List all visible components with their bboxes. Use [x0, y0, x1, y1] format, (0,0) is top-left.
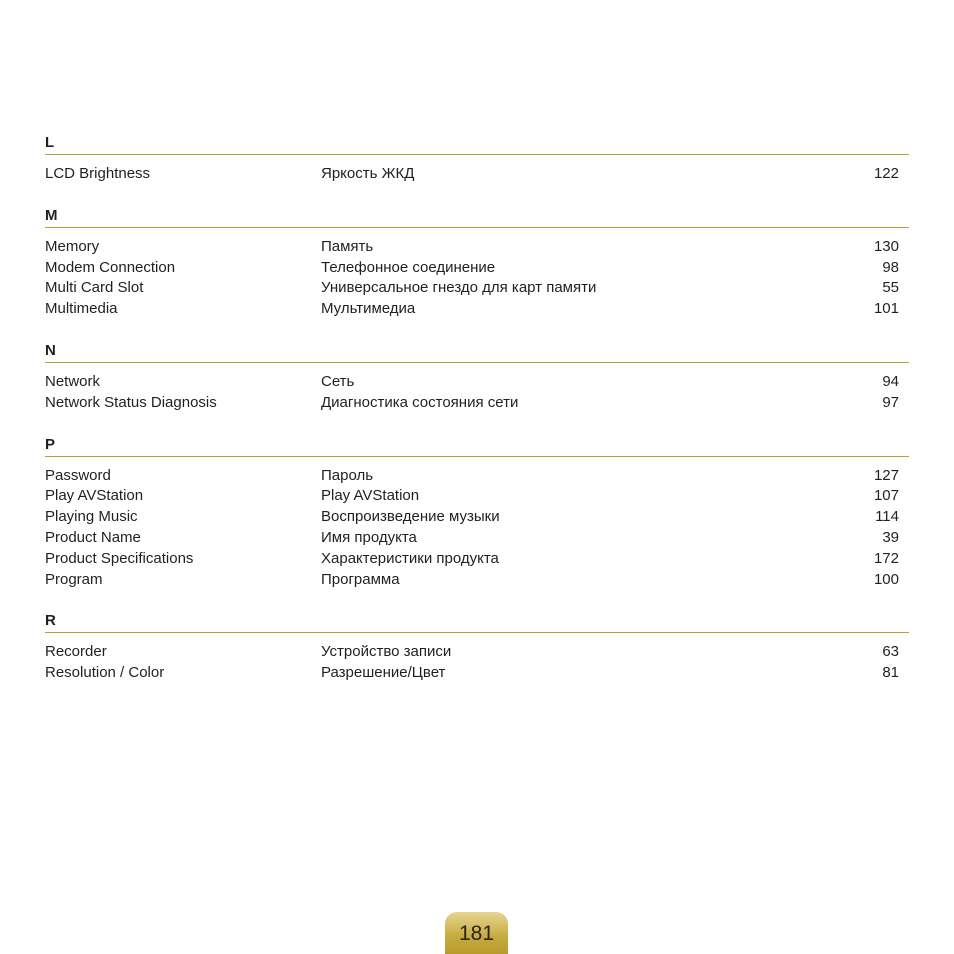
section-letter: M	[45, 206, 58, 224]
index-section-p	[45, 435, 909, 591]
entry-term-ru: Программа	[321, 570, 400, 588]
page-number-badge	[445, 912, 508, 954]
index-entry	[45, 528, 909, 549]
entry-term-ru: Разрешение/Цвет	[321, 664, 446, 682]
index-entry	[45, 486, 909, 507]
entry-page: 114	[875, 508, 899, 526]
entry-term-ru: Яркость ЖКД	[321, 165, 415, 182]
entry-term-en: Program	[45, 570, 103, 588]
index-list	[45, 133, 909, 705]
index-entry	[45, 570, 909, 591]
entry-page: 97	[882, 393, 899, 411]
index-entry	[45, 278, 909, 299]
index-entry	[45, 549, 909, 570]
index-entry	[45, 393, 909, 414]
section-letter: R	[45, 612, 56, 630]
index-entry	[45, 663, 909, 684]
entry-term-ru: Телефонное соединение	[321, 258, 496, 276]
entry-page: 55	[882, 279, 899, 297]
entry-page: 39	[882, 528, 899, 546]
entry-page: 107	[873, 487, 899, 505]
entry-page: 81	[882, 664, 899, 682]
entry-term-ru: Устройство записи	[321, 643, 452, 661]
entry-term-en: Play AVStation	[45, 487, 144, 505]
index-entry	[45, 507, 909, 528]
index-section-m	[45, 206, 909, 320]
entry-term-en: Multimedia	[45, 300, 118, 318]
section-letter: N	[45, 341, 56, 359]
entry-term-en: LCD Brightness	[45, 165, 151, 182]
page-number: 181	[458, 922, 495, 945]
entry-term-en: Recorder	[45, 643, 107, 661]
entry-page: 101	[873, 300, 899, 318]
entry-page: 172	[873, 549, 899, 567]
entry-page: 98	[882, 258, 899, 276]
entry-term-ru: Пароль	[321, 466, 374, 484]
entry-term-en: Product Specifications	[45, 549, 194, 567]
section-divider	[45, 362, 909, 363]
index-section-n	[45, 341, 909, 414]
entry-term-en: Modem Connection	[45, 258, 176, 276]
index-entry	[45, 258, 909, 279]
index-entry	[45, 237, 909, 258]
index-entry	[45, 466, 909, 487]
index-entry	[45, 642, 909, 663]
entry-page: 130	[873, 237, 899, 255]
entry-term-en: Network	[45, 372, 101, 390]
entry-term-ru: Воспроизведение музыки	[321, 508, 500, 526]
section-letter: P	[45, 435, 56, 453]
entry-term-en: Multi Card Slot	[45, 279, 144, 297]
entry-term-en: Memory	[45, 237, 100, 255]
index-entry	[45, 164, 909, 185]
entry-term-en: Playing Music	[45, 508, 138, 526]
entry-term-en: Resolution / Color	[45, 664, 165, 682]
index-section-l	[45, 133, 909, 185]
entry-page: 127	[873, 466, 899, 484]
index-entry	[45, 299, 909, 320]
entry-term-ru: Мультимедиа	[321, 300, 416, 318]
entry-page: 100	[873, 570, 899, 588]
entry-term-ru: Характеристики продукта	[321, 549, 499, 567]
section-divider	[45, 632, 909, 633]
entry-page: 63	[882, 643, 899, 661]
entry-term-ru: Диагностика состояния сети	[321, 393, 519, 411]
index-entry	[45, 372, 909, 393]
entry-term-en: Network Status Diagnosis	[45, 393, 217, 411]
entry-term-ru: Универсальное гнездо для карт памяти	[321, 279, 597, 297]
entry-term-ru: Имя продукта	[321, 528, 417, 546]
entry-term-ru: Сеть	[321, 372, 355, 390]
entry-term-en: Password	[45, 466, 111, 484]
section-divider	[45, 456, 909, 457]
section-divider	[45, 227, 909, 228]
entry-page: 94	[882, 372, 899, 390]
entry-term-ru: Память	[321, 237, 374, 255]
entry-term-ru: Play AVStation	[321, 487, 420, 505]
index-section-r	[45, 611, 909, 684]
section-letter: L	[45, 134, 55, 151]
section-divider	[45, 154, 909, 155]
entry-page: 122	[873, 165, 899, 182]
entry-term-en: Product Name	[45, 528, 141, 546]
